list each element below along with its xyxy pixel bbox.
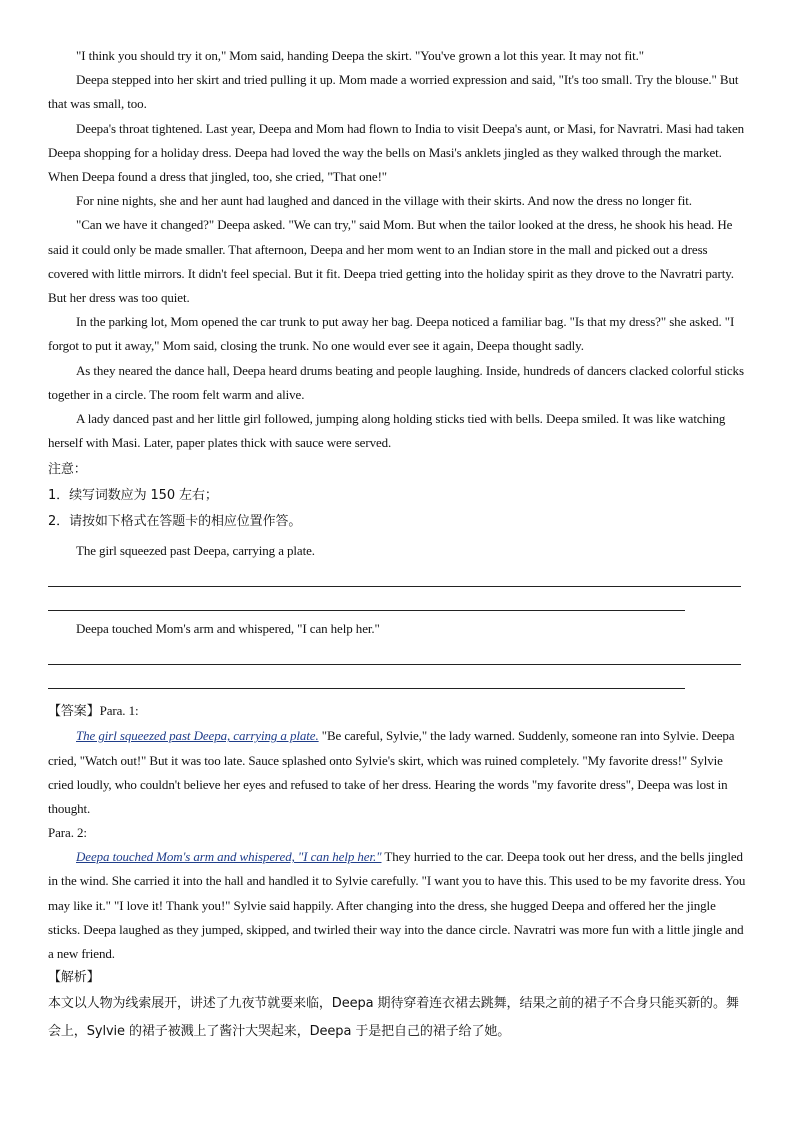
- notes-section: [48, 457, 748, 535]
- writing-area-1: [48, 539, 748, 611]
- story-section: [48, 44, 748, 455]
- para1-label: Para. 1:: [99, 703, 139, 719]
- analysis-label: 【解析】: [48, 970, 100, 986]
- answer-heading-line: [48, 699, 748, 724]
- story-paragraph: A lady danced past and her little girl followed, jumping along holding sticks tied with bells. Deepa smiled. It was like watching herself with Masi. Later, paper plates thick with sauce were served.: [48, 411, 726, 451]
- story-paragraph: As they neared the dance hall, Deepa heard drums beating and people laughing. Inside, hundreds of dancers clacked colorful sticks together in a circle. The room felt warm and alive.: [48, 362, 744, 402]
- story-paragraph: "Can we have it changed?" Deepa asked. "We can try," said Mom. But when the tailor looked at the dress, he shook his head. He said it could only be made smaller. That afternoon, Deepa and her mom went to an Indian store in the mall and picked out a dress covered with little mirrors. It didn't feel special. But it fit. Deepa tried getting into the holiday spirit as they drove to the Navratri party. But her dress was too quiet.: [48, 217, 734, 306]
- para2-prompt: Deepa touched Mom's arm and whispered, "I can help her.": [76, 621, 380, 637]
- answer-label: 【答案】: [48, 704, 100, 720]
- para2-label: Para. 2:: [48, 825, 87, 841]
- answer-section: [48, 699, 748, 966]
- story-paragraph: "I think you should try it on," Mom said, handing Deepa the skirt. "You've grown a lot this year. It may not fit.": [76, 48, 644, 63]
- story-paragraph: In the parking lot, Mom opened the car trunk to put away her bag. Deepa noticed a familiar bag. "Is that my dress?" she asked. "I forgot to put it away," Mom said, closing the trunk. No one would ever see it again, Deepa thought sadly.: [48, 314, 735, 354]
- answer-para-2: [48, 845, 748, 966]
- note-item: 2．请按如下格式在答题卡的相应位置作答。: [48, 514, 302, 530]
- writing-area-2: [48, 617, 748, 689]
- para1-body: "Be careful, Sylvie," the lady warned. Suddenly, someone ran into Sylvie. Deepa cried, "Watch out!" But it was too late. Sauce splashed onto Sylvie's skirt, which was ruined completely. "My favorite dress!" Sylvie cried loudly, who couldn't believe her eyes and refused to take of her dress. Hearing the words "my favorite dress", Deepa was lost in thought.: [48, 728, 735, 817]
- story-paragraph: Deepa stepped into her skirt and tried pulling it up. Mom made a worried expression and said, "It's too small. Try the blouse." But that was small, too.: [48, 72, 739, 112]
- analysis-text: 本文以人物为线索展开，讲述了九夜节就要来临，Deepa 期待穿着连衣裙去跳舞，结果之前的裙子不合身只能买新的。舞会上，Sylvie 的裙子被溅上了酱汁大哭起来，Deepa 于是把自己的裙子给了她。: [48, 996, 739, 1040]
- story-paragraph: For nine nights, she and her aunt had laughed and danced in the village with their skirts. And now the dress no longer fit.: [76, 193, 692, 209]
- answer-line: [48, 610, 685, 611]
- story-paragraph: Deepa's throat tightened. Last year, Deepa and Mom had flown to India to visit Deepa's aunt, or Masi, for Navratri. Masi had taken Deepa shopping for a holiday dress. Deepa had loved the way the bells on Masi's anklets jingled as they walked through the market. When Deepa found a dress that jingled, too, she cried, "That one!": [48, 120, 745, 185]
- analysis-section: [48, 966, 748, 1046]
- para2-body: They hurried to the car. Deepa took out her dress, and the bells jingled in the wind. She carried it into the hall and handled it to Sylvie carefully. "I want you to have this. This used to be my favorite dress. You may like it." "I love it! Thank you!" Sylvie said happily. After changing into the dress, she hugged Deepa and offered her the jingle sticks. Deepa laughed as they jumped, skipped, and twirled their way into the dance circle. Navratri was more fun with a little jingle and a new friend.: [48, 849, 746, 962]
- document-content: [48, 44, 748, 1046]
- note-item: 1．续写词数应为 150 左右；: [48, 488, 218, 504]
- para1-start-underlined: The girl squeezed past Deepa, carrying a plate.: [76, 728, 319, 744]
- notes-heading: 注意：: [48, 462, 87, 478]
- answer-para-1: [48, 724, 748, 821]
- answer-line: [48, 688, 685, 689]
- para1-prompt: The girl squeezed past Deepa, carrying a plate.: [76, 543, 315, 559]
- para2-start-underlined: Deepa touched Mom's arm and whispered, "I can help her.": [76, 849, 382, 865]
